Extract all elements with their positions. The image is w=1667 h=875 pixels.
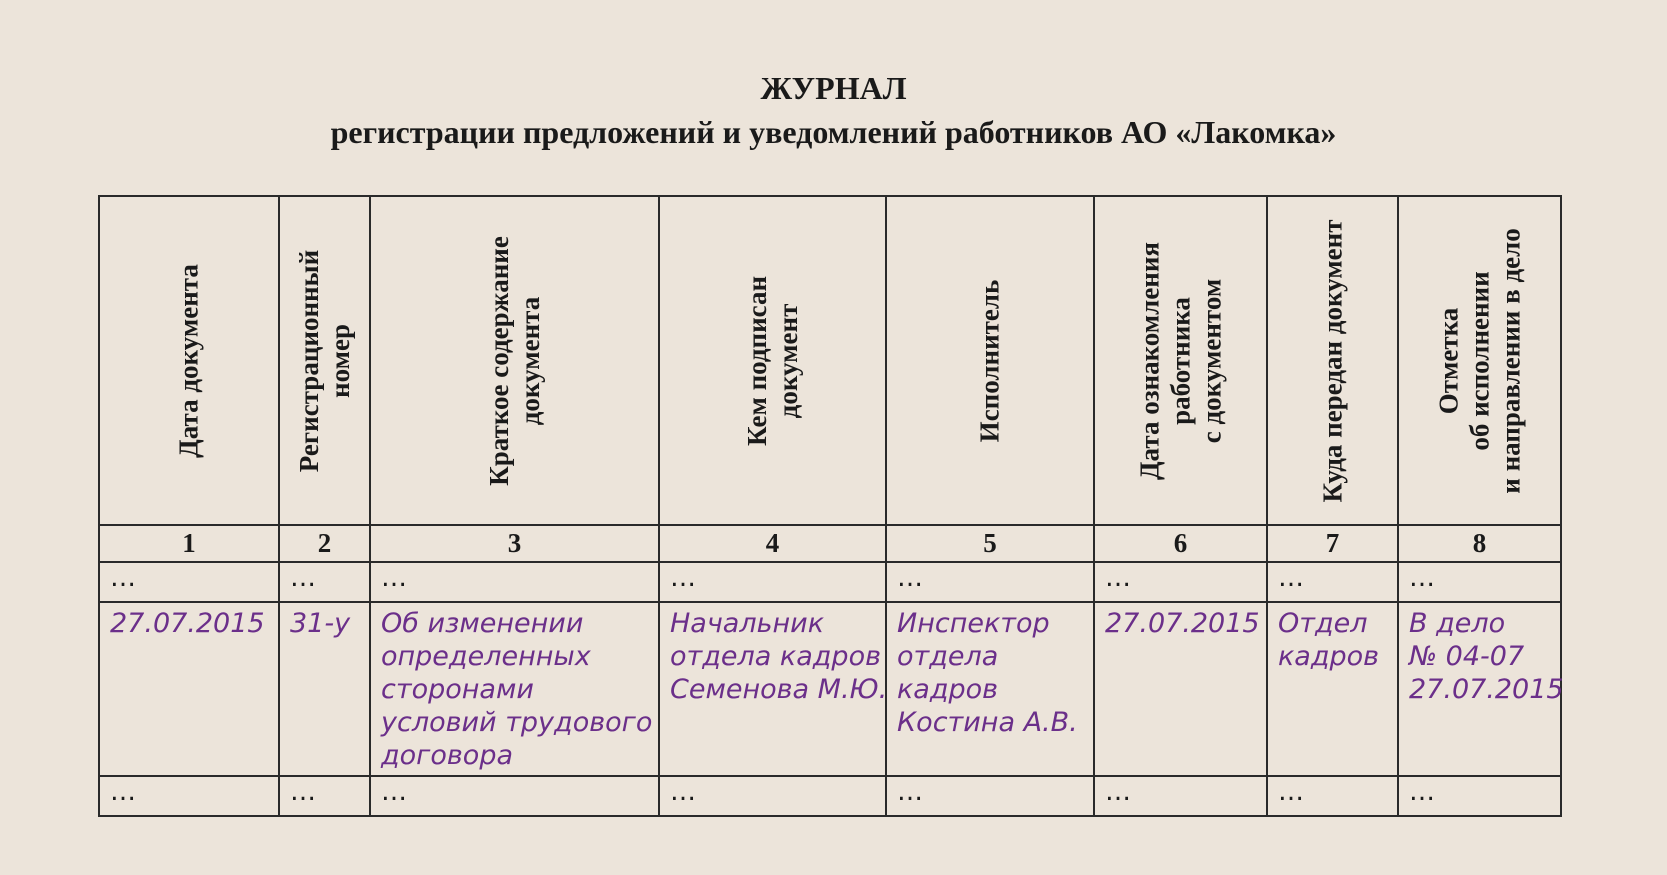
cell-line: кадров	[897, 674, 999, 705]
header-executor	[886, 196, 1094, 525]
ellipsis-cell: …	[886, 776, 1094, 816]
ellipsis-cell: …	[1267, 776, 1398, 816]
cell-line: Инспектор	[897, 608, 1050, 639]
cell-transferred-to	[1267, 602, 1398, 776]
cell-line: отдела кадров	[670, 641, 882, 672]
column-number: 4	[659, 525, 886, 562]
ellipsis-cell: …	[279, 776, 370, 816]
header-date	[99, 196, 279, 525]
header-text: документа	[514, 296, 545, 425]
header-text: Дата документа	[173, 263, 204, 458]
ellipsis-cell: …	[886, 562, 1094, 602]
journal-subtitle: регистрации предложений и уведомлений работников АО «Лакомка»	[330, 114, 1337, 150]
header-text: Регистрационный	[293, 249, 324, 472]
column-number: 3	[370, 525, 659, 562]
header-reg-number	[279, 196, 370, 525]
cell-line: отдела	[897, 641, 999, 672]
ellipsis-cell: …	[659, 562, 886, 602]
header-text: Отметка	[1433, 307, 1463, 414]
cell-line: 27.07.2015	[1409, 674, 1564, 705]
header-text: Дата ознакомления	[1134, 241, 1164, 480]
cell-line: Костина А.В.	[897, 707, 1078, 738]
header-text: Краткое содержание	[483, 235, 514, 486]
journal-title: ЖУРНАЛ	[760, 70, 907, 106]
cell-date	[99, 602, 279, 776]
ellipsis-cell: …	[370, 776, 659, 816]
header-ack-date	[1094, 196, 1267, 525]
ellipsis-row-top	[99, 562, 1561, 602]
ellipsis-cell: …	[370, 562, 659, 602]
header-text: Исполнитель	[974, 279, 1005, 442]
journal-table	[98, 195, 1562, 817]
cell-line: 27.07.2015	[110, 608, 265, 639]
header-text: с документом	[1196, 278, 1226, 443]
header-text: номер	[324, 323, 355, 398]
cell-line: Начальник	[670, 608, 825, 639]
cell-line: № 04-07	[1409, 641, 1525, 672]
cell-line: сторонами	[381, 674, 534, 705]
column-number: 2	[279, 525, 370, 562]
ellipsis-cell: …	[1398, 776, 1561, 816]
cell-line: В дело	[1409, 608, 1506, 639]
cell-line: кадров	[1278, 641, 1380, 672]
cell-reg-number	[279, 602, 370, 776]
ellipsis-cell: …	[99, 562, 279, 602]
ellipsis-cell: …	[279, 562, 370, 602]
cell-line: договора	[381, 740, 514, 771]
cell-line: Семенова М.Ю.	[670, 674, 888, 705]
header-text: работника	[1165, 296, 1195, 425]
cell-line: 31-у	[290, 608, 351, 639]
cell-line: условий трудового	[381, 707, 653, 738]
header-execution-mark	[1398, 196, 1561, 525]
cell-line: 27.07.2015	[1105, 608, 1260, 639]
header-text: Кем подписан	[741, 275, 772, 446]
cell-execution-mark	[1398, 602, 1564, 776]
ellipsis-cell: …	[99, 776, 279, 816]
header-text: документ	[772, 303, 803, 418]
column-number-row	[99, 525, 1561, 562]
column-number: 1	[99, 525, 279, 562]
table-row	[99, 602, 1561, 776]
header-summary	[370, 196, 659, 525]
cell-ack-date	[1094, 602, 1267, 776]
header-signed-by	[659, 196, 886, 525]
ellipsis-cell: …	[1267, 562, 1398, 602]
header-row	[99, 196, 1561, 525]
cell-line: определенных	[381, 641, 591, 672]
cell-signed-by	[659, 602, 886, 776]
header-transferred-to	[1267, 196, 1398, 525]
cell-line: Об изменении	[381, 608, 584, 639]
ellipsis-cell: …	[659, 776, 886, 816]
column-number: 5	[886, 525, 1094, 562]
column-number: 7	[1267, 525, 1398, 562]
header-text: об исполнении	[1464, 270, 1494, 451]
cell-executor	[886, 602, 1094, 776]
ellipsis-cell: …	[1398, 562, 1561, 602]
header-text: и направлении в дело	[1495, 227, 1525, 494]
column-number: 8	[1398, 525, 1561, 562]
ellipsis-cell: …	[1094, 562, 1267, 602]
ellipsis-row-bottom	[99, 776, 1561, 816]
cell-line: Отдел	[1278, 608, 1368, 639]
header-text: Куда передан документ	[1317, 219, 1347, 502]
column-number: 6	[1094, 525, 1267, 562]
ellipsis-cell: …	[1094, 776, 1267, 816]
cell-summary	[370, 602, 659, 776]
